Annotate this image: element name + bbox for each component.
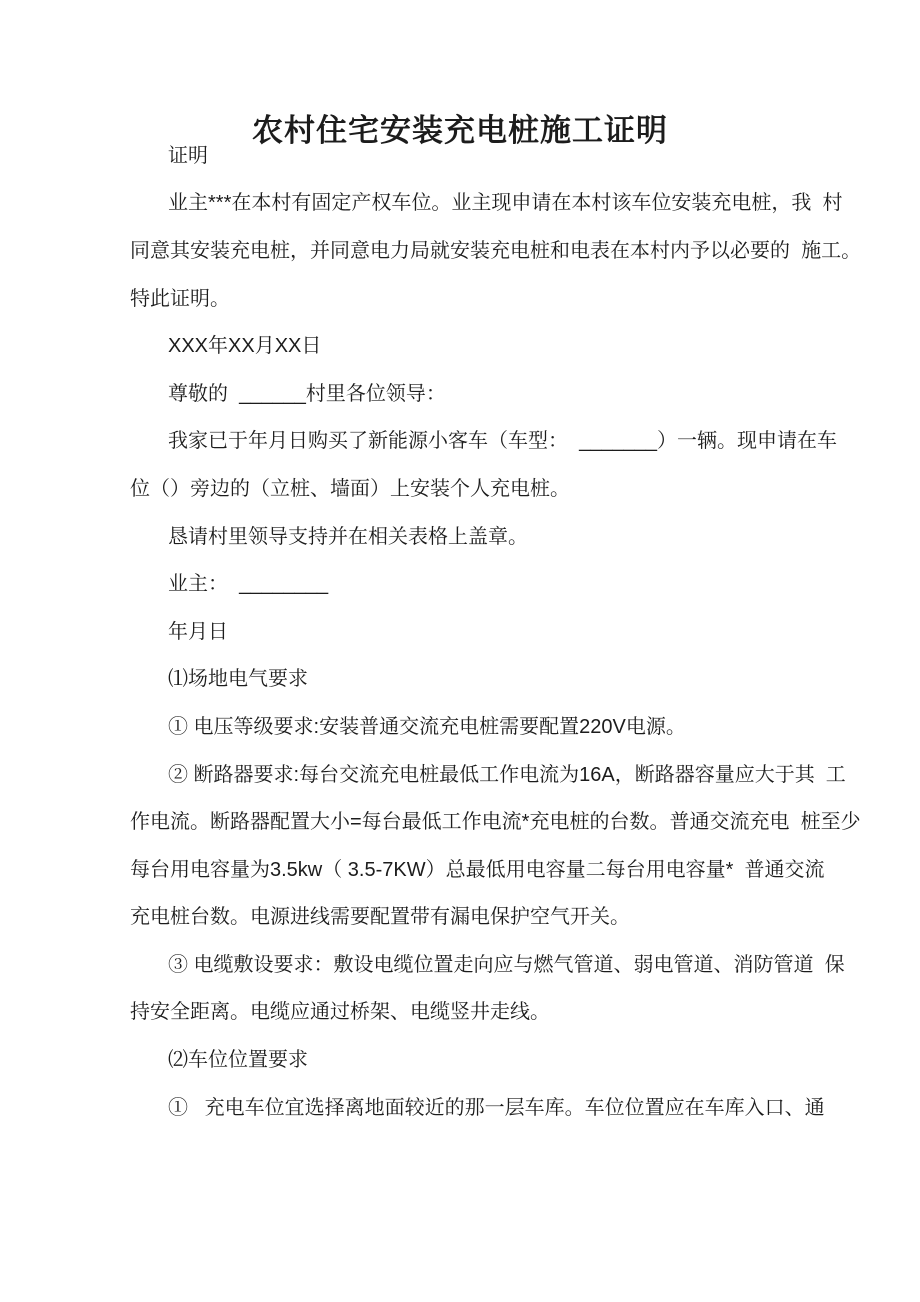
doc-line: ③ 电缆敷设要求：敷设电缆位置走向应与燃气管道、弱电管道、消防管道 保 [168, 953, 845, 976]
doc-line: ⑴场地电气要求 [168, 668, 308, 691]
doc-line: 尊敬的 ______村里各位领导： [168, 382, 446, 405]
doc-line: ① 充电车位宜选择离地面较近的那一层车库。车位位置应在车库入口、通 [168, 1096, 825, 1119]
doc-line: 证明 [168, 144, 208, 167]
document-body [130, 132, 862, 1131]
doc-line: ② 断路器要求:每台交流充电桩最低工作电流为16A，断路器容量应大于其 工 [168, 763, 846, 786]
doc-line: 恳请村里领导支持并在相关表格上盖章。 [168, 525, 528, 548]
doc-line: ⑵车位位置要求 [168, 1049, 308, 1072]
document-title: 农村住宅安装充电桩施工证明 [252, 112, 668, 148]
doc-line: XXX年XX月XX日 [168, 335, 322, 358]
doc-line: 特此证明。 [130, 287, 230, 310]
doc-line: 作电流。断路器配置大小=每台最低工作电流*充电桩的台数。普通交流充电 桩至少 [130, 811, 861, 834]
doc-line: 持安全距离。电缆应通过桥架、电缆竖井走线。 [130, 1001, 550, 1024]
doc-line: 我家已于年月日购买了新能源小客车（车型： _______）一辆。现申请在车 [168, 430, 837, 453]
doc-line: 业主***在本村有固定产权车位。业主现申请在本村该车位安装充电桩，我 村 [168, 192, 843, 215]
doc-line: 同意其安装充电桩，并同意电力局就安装充电桩和电表在本村内予以必要的 施工。 [130, 239, 862, 262]
doc-line: 充电桩台数。电源进线需要配置带有漏电保护空气开关。 [130, 906, 630, 929]
doc-line: 每台用电容量为3.5kw（ 3.5-7KW）总最低用电容量二每台用电容量* 普通交流 [130, 858, 825, 881]
doc-line: ① 电压等级要求:安装普通交流充电桩需要配置220V电源。 [168, 715, 686, 738]
doc-line: 业主： ________ [168, 573, 329, 596]
doc-line: 年月日 [168, 620, 228, 643]
doc-line: 位（）旁边的（立桩、墙面）上安装个人充电桩。 [130, 477, 570, 500]
